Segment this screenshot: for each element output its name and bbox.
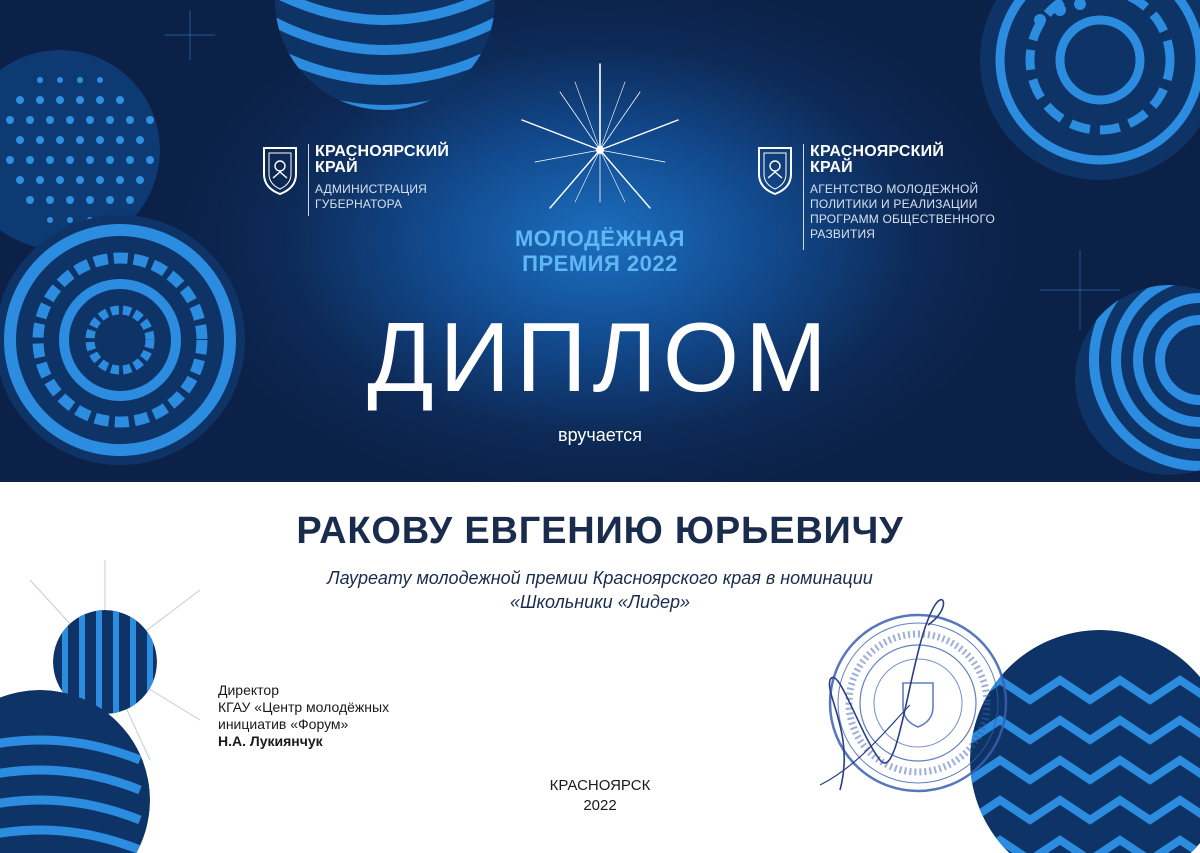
signatory-org-1: КГАУ «Центр молодёжных [218, 699, 390, 715]
diploma-title: ДИПЛОМ [367, 302, 833, 412]
swirl-globe-bottom-left [0, 690, 150, 853]
org-name: АГЕНТСТВО МОЛОДЕЖНОЙ ПОЛИТИКИ И РЕАЛИЗАЦИИ ПРОГРАММ ОБЩЕСТВЕННОГО РАЗВИТИЯ [810, 182, 996, 241]
signatory-org-2: инициатив «Форум» [218, 716, 349, 732]
recipient-name: РАКОВУ ЕВГЕНИЮ ЮРЬЕВИЧУ [296, 510, 904, 552]
laureate-line-1: Лауреату молодежной премии Красноярского края в номинации [327, 568, 873, 588]
year: 2022 [583, 797, 617, 814]
region-name: КРАСНОЯРСКИЙ КРАЙ [810, 143, 945, 176]
signatory-block [218, 682, 389, 750]
awarded-text: вручается [558, 425, 642, 445]
prize-line-2: ПРЕМИЯ 2022 [522, 251, 678, 276]
signatory-position: Директор [218, 682, 279, 698]
city-name: КРАСНОЯРСК [549, 777, 651, 794]
footer-place-date [500, 776, 700, 816]
laureate-nomination: «Школьники «Лидер» [509, 592, 691, 612]
org-name: АДМИНИСТРАЦИЯ ГУБЕРНАТОРА [315, 182, 428, 211]
official-stamp-signature [800, 585, 1015, 800]
region-name: КРАСНОЯРСКИЙ КРАЙ [315, 143, 450, 176]
prize-line-1: МОЛОДЁЖНАЯ [514, 226, 685, 251]
signatory-name: Н.А. Лукиянчук [218, 733, 323, 749]
